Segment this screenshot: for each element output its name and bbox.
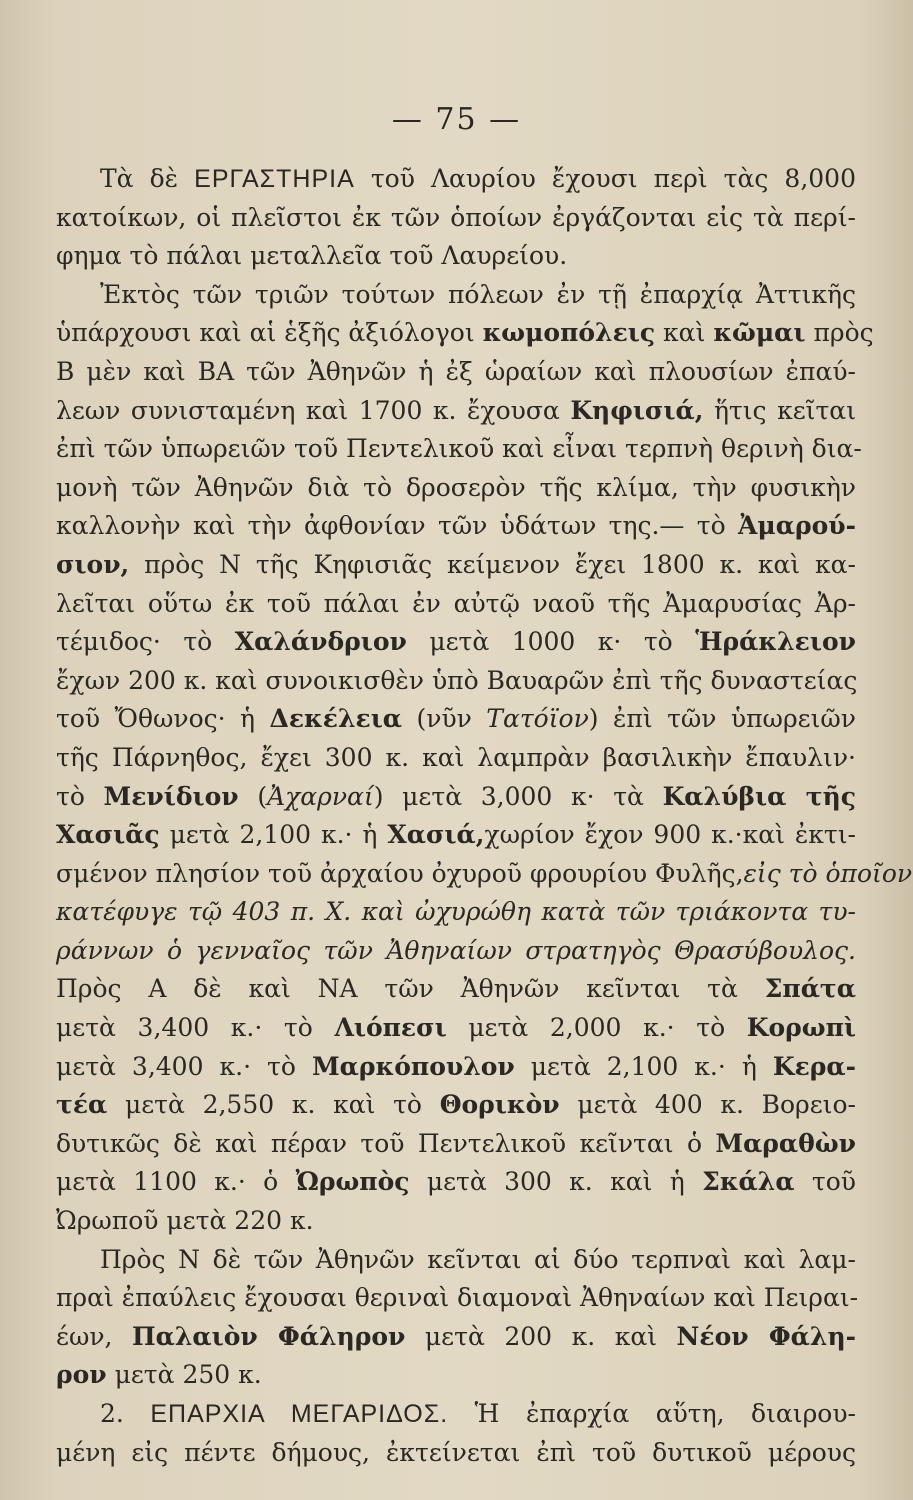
text-line (56, 932, 856, 971)
text-line (56, 1395, 856, 1434)
text-segment: έων, (56, 1321, 133, 1351)
page-number: — 75 — (391, 102, 522, 137)
place-name: Νέον Φάλη- (676, 1321, 856, 1351)
body-text (56, 160, 913, 1472)
text-segment: μετὰ 2,000 κ.· τὸ (446, 1013, 747, 1043)
text-line (56, 816, 856, 855)
text-segment: Τὰ δὲ (100, 164, 195, 193)
text-segment: ) μετὰ 3,000 κ· τὰ (373, 781, 663, 811)
place-name: κῶμαι (713, 318, 806, 348)
text-line (56, 1202, 856, 1241)
text-segment: μετὰ 2,100 κ.· ἡ (159, 820, 388, 850)
place-name: Μενίδιον (103, 781, 239, 811)
place-name: Ὠρωπὸς (295, 1167, 410, 1197)
text-segment: χωρίον ἔχον 900 κ.·καὶ ἐκτι- (484, 820, 856, 850)
text-line (56, 778, 856, 817)
italic-text: ράννων ὁ γενναῖος τῶν Ἀθηναίων στρατηγὸς Θρασύβουλος. (56, 935, 856, 965)
text-line (56, 199, 856, 238)
text-segment: ἥτις κεῖται (703, 395, 856, 425)
place-name: Δεκέλεια (269, 704, 403, 734)
place-name: Μαραθὼν (715, 1128, 856, 1158)
text-line (56, 1163, 856, 1202)
text-segment: πραὶ ἐπαύλεις ἔχουσαι θεριναὶ διαμοναὶ Ἀθηναίων καὶ Πειραι- (56, 1283, 859, 1313)
text-segment: τὸ (56, 781, 104, 811)
text-segment: λεῖται οὕτω ἐκ τοῦ πάλαι ἐν αὐτῷ ναοῦ τῆς Ἀμαρυσίας Ἀρ- (56, 588, 856, 618)
text-segment: κατοίκων, οἱ πλεῖστοι ἐκ τῶν ὁποίων ἐργάζονται εἰς τὰ περί- (56, 202, 856, 232)
place-name: Κηφισιά, (570, 395, 704, 425)
place-name: Λιόπεσι (334, 1013, 447, 1043)
text-segment: μετὰ 3,400 κ.· τὸ (56, 1051, 312, 1081)
text-segment: πρὸς Ν τῆς Κηφισιᾶς κείμενον ἔχει 1800 κ. καὶ κα- (129, 549, 856, 579)
place-name: Μαρκόπουλον (311, 1051, 515, 1081)
text-line (56, 392, 856, 431)
text-line (56, 700, 856, 739)
place-name: Σκάλα (702, 1167, 795, 1197)
text-line (56, 662, 856, 701)
place-name: Θορικὸν (439, 1090, 560, 1120)
text-segment: πρὸς (805, 318, 874, 348)
place-name: Κορωπὶ (746, 1013, 857, 1043)
text-segment: Πρὸς Ν δὲ τῶν Ἀθηνῶν κεῖνται αἱ δύο τερπναὶ καὶ λαμ- (100, 1244, 856, 1274)
text-segment: τέμιδος· τὸ (56, 627, 235, 657)
text-segment: μετὰ 2,100 κ.· ἡ (514, 1051, 773, 1081)
text-segment: τοῦ (794, 1167, 857, 1197)
text-segment: Ὠρωποῦ μετὰ 220 κ. (56, 1206, 314, 1236)
text-line (56, 430, 862, 469)
text-segment: καὶ (655, 318, 714, 348)
italic-text: εἰς τὸ ὁποῖον (743, 858, 913, 888)
text-segment: Ἐκτὸς τῶν τριῶν τούτων πόλεων ἐν τῇ ἐπαρχίᾳ Ἀττικῆς (100, 279, 856, 309)
text-line (56, 237, 856, 276)
place-name: Καλύβια τῆς (662, 781, 856, 811)
text-segment: μένη εἰς πέντε δήμους, ἐκτείνεται ἐπὶ τοῦ δυτικοῦ μέρους (56, 1437, 856, 1467)
text-line (56, 1356, 856, 1395)
text-line (56, 1086, 856, 1125)
text-segment: λεων συνισταμένη καὶ 1700 κ. ἔχουσα (56, 395, 571, 425)
place-name: Ἡράκλειον (695, 627, 856, 657)
text-segment: καλλονὴν καὶ τὴν ἀφθονίαν τῶν ὑδάτων της.— τὸ (56, 511, 739, 541)
place-name: Κερα- (772, 1051, 857, 1081)
text-segment: (νῦν (402, 704, 487, 734)
text-line (56, 507, 856, 546)
text-line (56, 970, 856, 1009)
text-segment: τοῦ Λαυρίου ἔχουσι περὶ τὰς 8,000 (354, 164, 856, 193)
heading-caps: ΕΡΓΑΣΤΗΡΙΑ (194, 165, 355, 193)
text-segment: Β μὲν καὶ ΒΑ τῶν Ἀθηνῶν ἡ ἐξ ὡραίων καὶ πλουσίων ἐπαύ- (56, 356, 856, 386)
place-name: σιον, (56, 549, 130, 579)
text-line (56, 893, 856, 932)
place-name: Παλαιὸν Φάληρον (132, 1321, 406, 1351)
text-segment: δυτικῶς δὲ καὶ πέραν τοῦ Πεντελικοῦ κεῖνται ὁ (56, 1128, 716, 1158)
text-segment: τοῦ Ὄθωνος· ἡ (56, 704, 270, 734)
text-line (56, 546, 856, 585)
text-line (56, 1279, 859, 1318)
text-segment: μετὰ 200 κ. καὶ (405, 1321, 677, 1351)
italic-text: κατέφυγε τῷ 403 π. Χ. καὶ ὠχυρώθη κατὰ τῶν τριάκοντα τυ- (56, 897, 856, 927)
text-segment: μετὰ 1100 κ.· ὁ (56, 1167, 296, 1197)
text-line (56, 1009, 856, 1048)
text-line (56, 1048, 856, 1087)
text-segment: ἔχων 200 κ. καὶ συνοικισθὲν ὑπὸ Βαυαρῶν ἐπὶ τῆς δυναστείας (56, 665, 858, 695)
text-segment: ) ἐπὶ τῶν ὑπωρειῶν (588, 704, 856, 734)
text-line (56, 353, 856, 392)
text-segment: σμένον πλησίον τοῦ ἀρχαίου ὀχυροῦ φρουρίου Φυλῆς, (56, 858, 744, 888)
text-segment: μετὰ 300 κ. καὶ ἡ (409, 1167, 703, 1197)
text-segment: ( (238, 781, 268, 811)
place-name: ρον (56, 1360, 107, 1390)
italic-text: Ἀχαρναί (267, 781, 374, 811)
text-segment: μετὰ 2,550 κ. καὶ τὸ (107, 1090, 440, 1120)
place-name: Χασιᾶς (56, 820, 160, 850)
place-name: Σπάτα (764, 974, 856, 1004)
text-line (56, 469, 856, 508)
text-segment: ἐπὶ τῶν ὑπωρειῶν τοῦ Πεντελικοῦ καὶ εἶναι τερπνὴ θερινὴ δια- (56, 434, 862, 464)
text-segment: μετὰ 400 κ. Βορειο- (559, 1090, 856, 1120)
text-line (56, 1125, 856, 1164)
text-segment: μετὰ 250 κ. (106, 1360, 262, 1390)
text-line (56, 585, 856, 624)
heading-caps: ΕΠΑΡΧΙΑ ΜΕΓΑΡΙΔΟΣ. (150, 1400, 449, 1428)
text-line (56, 1318, 856, 1357)
text-segment: μονὴ τῶν Ἀθηνῶν διὰ τὸ δροσερὸν τῆς κλίμα, τὴν φυσικὴν (56, 472, 856, 502)
place-name: Χαλάνδριον (234, 627, 407, 657)
place-name: κωμοπόλεις (482, 318, 656, 348)
text-line (56, 276, 856, 315)
text-segment: φημα τὸ πάλαι μεταλλεῖα τοῦ Λαυρείου. (56, 241, 568, 271)
text-line (56, 855, 913, 894)
text-segment: Ἡ ἐπαρχία αὕτη, διαιρου- (448, 1399, 856, 1428)
text-line (56, 1434, 856, 1473)
place-name: Ἀμαρού- (738, 511, 856, 541)
text-line (56, 739, 856, 778)
text-line (56, 160, 856, 199)
place-name: Χασιά, (387, 820, 485, 850)
text-segment: μετὰ 1000 κ· τὸ (406, 627, 696, 657)
text-segment: τῆς Πάρνηθος, ἔχει 300 κ. καὶ λαμπρὰν βασιλικὴν ἔπαυλιν· (56, 742, 856, 772)
text-segment: ὑπάρχουσι καὶ αἱ ἑξῆς ἀξιόλογοι (56, 318, 483, 348)
text-segment: 2. (100, 1399, 151, 1428)
italic-text: Τατόϊον (486, 704, 589, 734)
text-line (56, 623, 856, 662)
text-segment: μετὰ 3,400 κ.· τὸ (56, 1013, 335, 1043)
text-line (56, 314, 874, 353)
text-segment: Πρὸς Α δὲ καὶ ΝΑ τῶν Ἀθηνῶν κεῖνται τὰ (56, 974, 765, 1004)
text-line (56, 1241, 856, 1280)
place-name: τέα (56, 1090, 108, 1120)
